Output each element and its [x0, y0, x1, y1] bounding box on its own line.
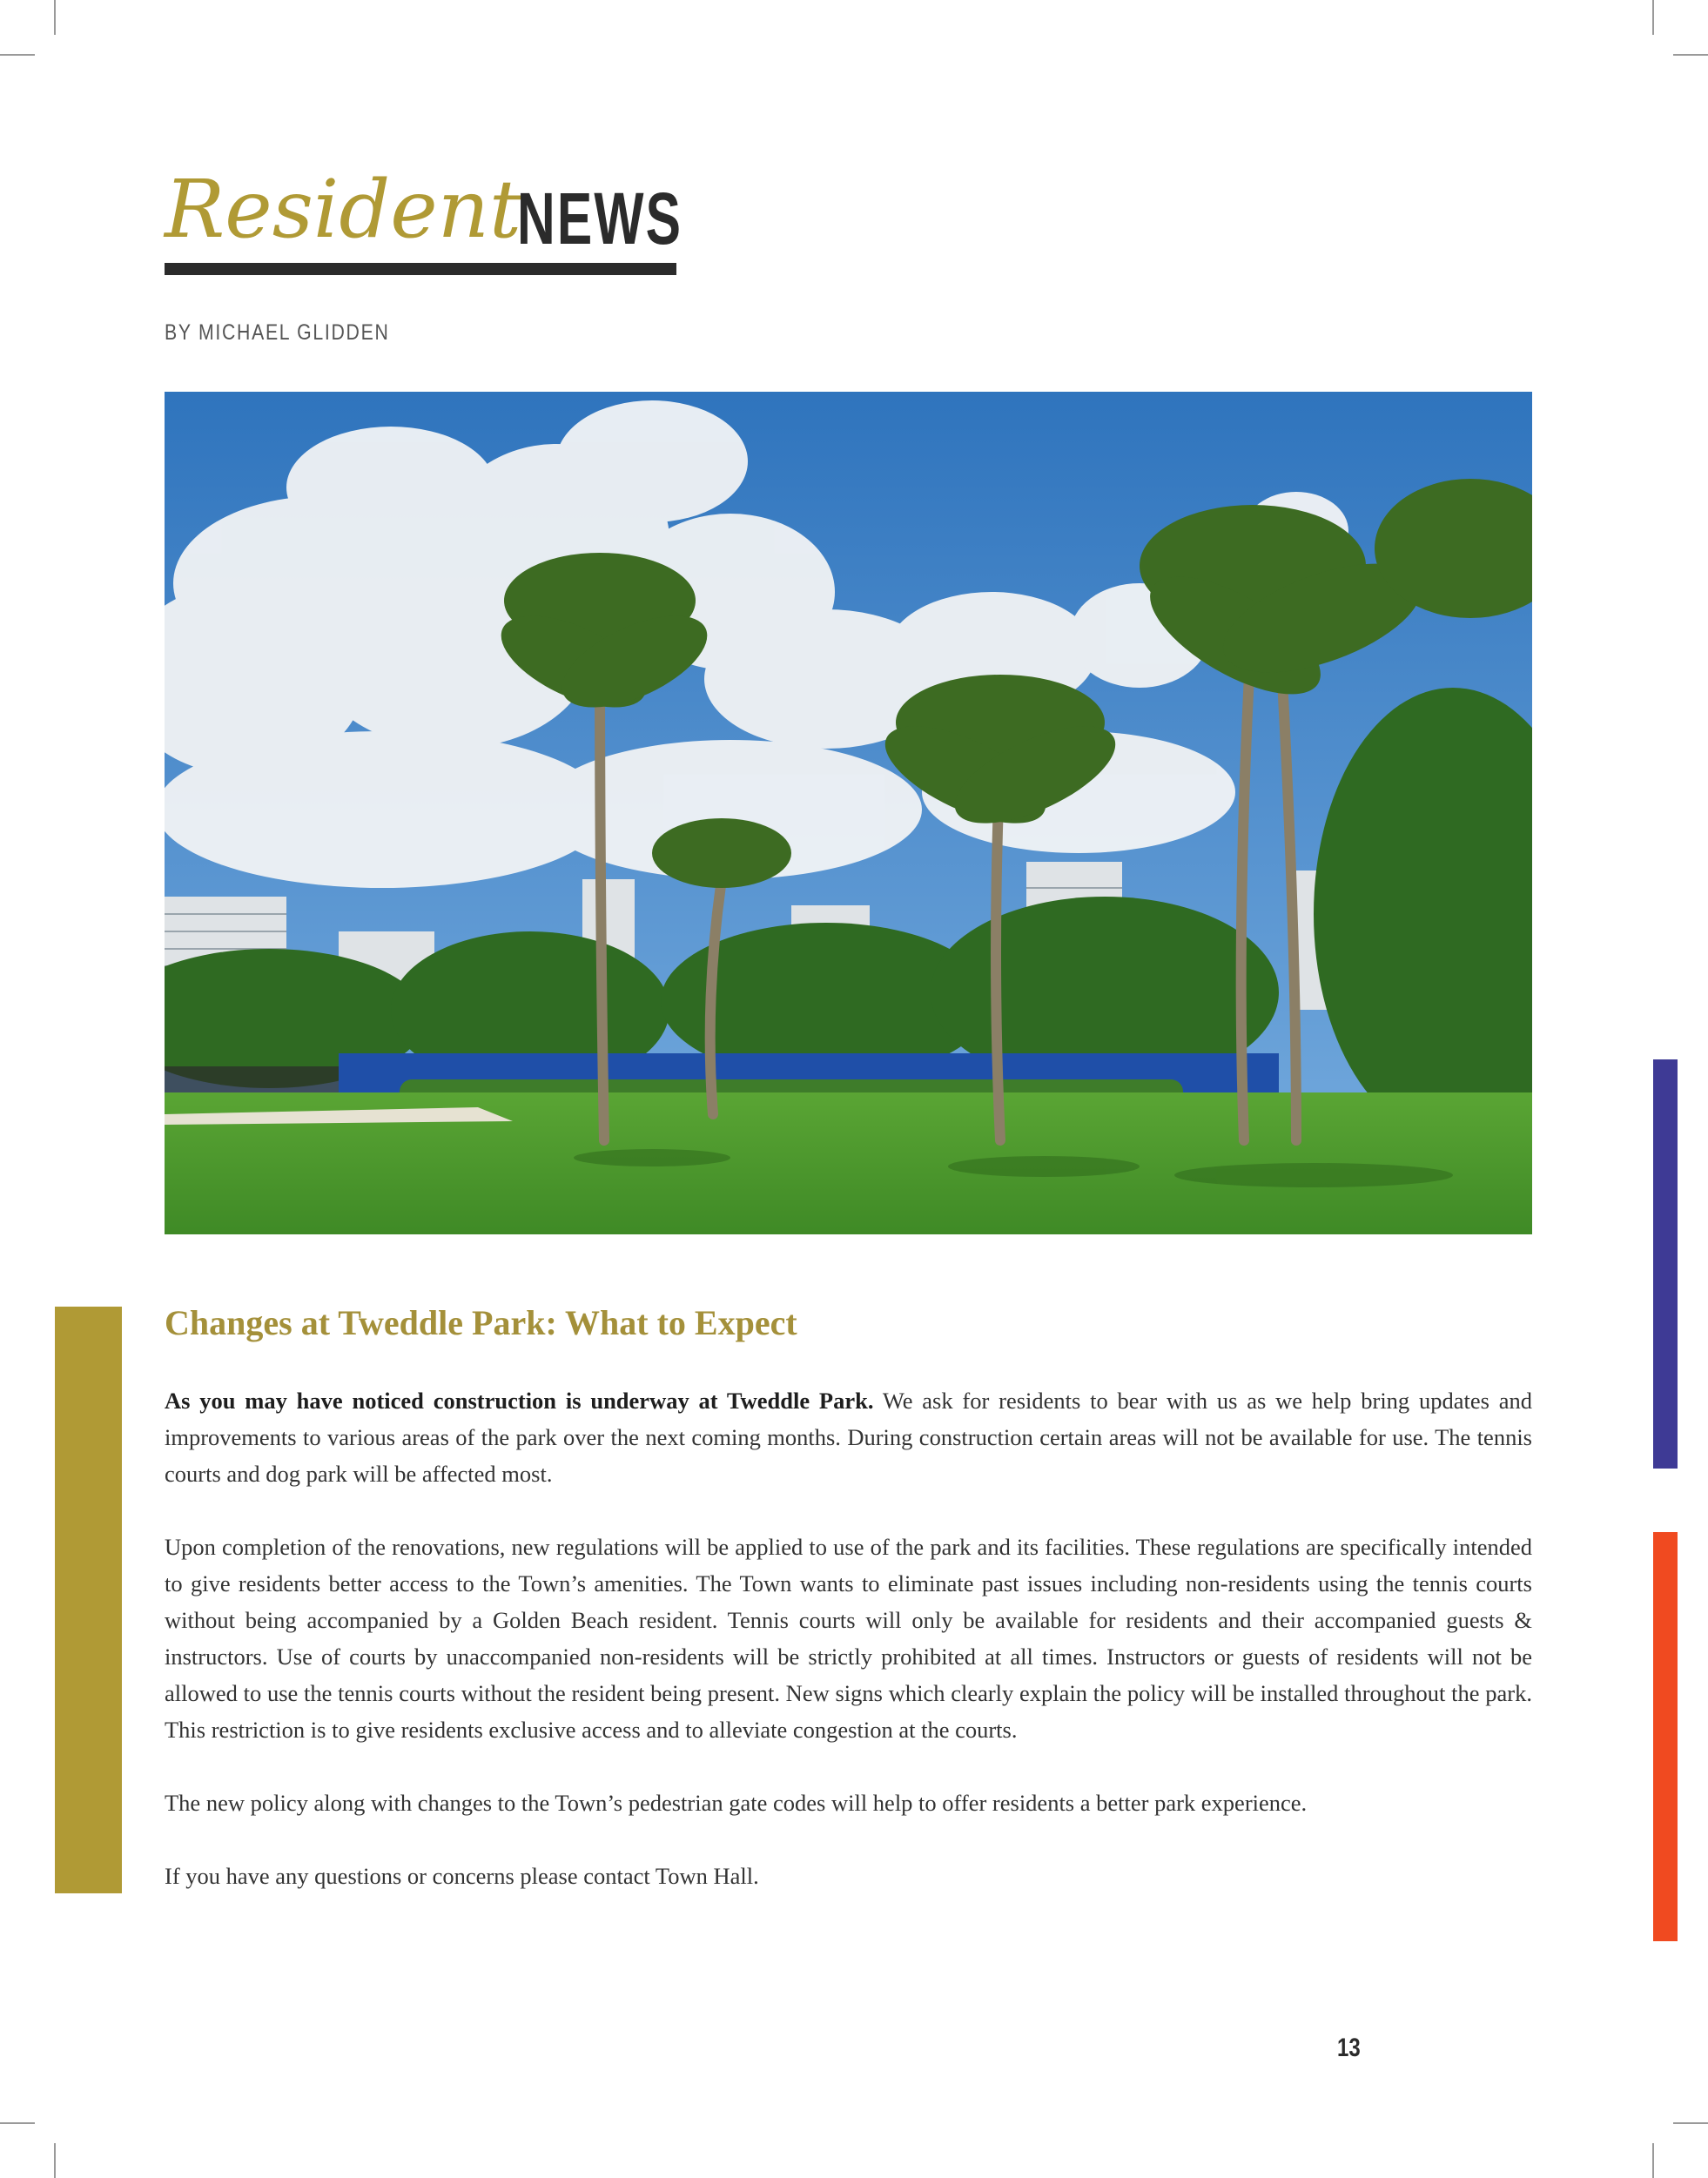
crop-mark: [54, 2143, 56, 2178]
crop-mark: [1652, 0, 1654, 35]
park-photo: [165, 392, 1532, 1234]
article-paragraph: The new policy along with changes to the Town’s pedestrian gate codes will help to offer residents a better park experience.: [165, 1790, 1308, 1816]
purple-accent-bar: [1653, 1059, 1678, 1469]
crop-mark: [0, 54, 35, 56]
article-paragraph: [165, 1382, 1532, 1492]
header-bold-word: NEWS: [517, 178, 683, 259]
article-paragraph: If you have any questions or concerns please contact Town Hall.: [165, 1863, 759, 1889]
article-paragraph: Upon completion of the renovations, new regulations will be applied to use of the park and its facilities. These regulations are specifically intended to give residents better access to the Town’s amenities. The Town wants to eliminate past issues including non-residents using the tennis courts without being accompanied by a Golden Beach resident. Tennis courts will only be available for residents and their accompanied guests & instructors. Use of courts by unaccompanied non-residents will be strictly prohibited at all times. Instructors or guests of residents will not be allowed to use the tennis courts without the resident being present. New signs which clearly explain the policy will be installed throughout the park. This restriction is to give residents exclusive access and to alleviate congestion at the courts.: [165, 1534, 1532, 1743]
crop-mark: [54, 0, 56, 35]
park-palm-trees-photo: [165, 392, 1532, 1234]
header-underline: [165, 263, 676, 275]
crop-mark: [1673, 2122, 1708, 2124]
page-number: 13: [1337, 2033, 1361, 2062]
article-title: Changes at Tweddle Park: What to Expect: [165, 1303, 797, 1342]
crop-mark: [0, 2122, 35, 2124]
header-script-word: Resident: [165, 163, 521, 256]
orange-accent-bar: [1653, 1532, 1678, 1941]
article-lead: As you may have noticed construction is underway at Tweddle Park.: [165, 1388, 874, 1414]
article-paragraph-text: We ask for residents to bear with us as we help bring updates and improvements to various areas of the park over the next coming months. During construction certain areas will not be available for use. The tennis courts and dog park will be affected most.: [165, 1388, 1532, 1487]
crop-mark: [1673, 54, 1708, 56]
byline: BY MICHAEL GLIDDEN: [165, 320, 390, 345]
section-header: [165, 163, 683, 279]
gold-accent-bar: [55, 1307, 122, 1893]
article-body: [165, 1382, 1532, 1931]
crop-mark: [1652, 2143, 1654, 2178]
